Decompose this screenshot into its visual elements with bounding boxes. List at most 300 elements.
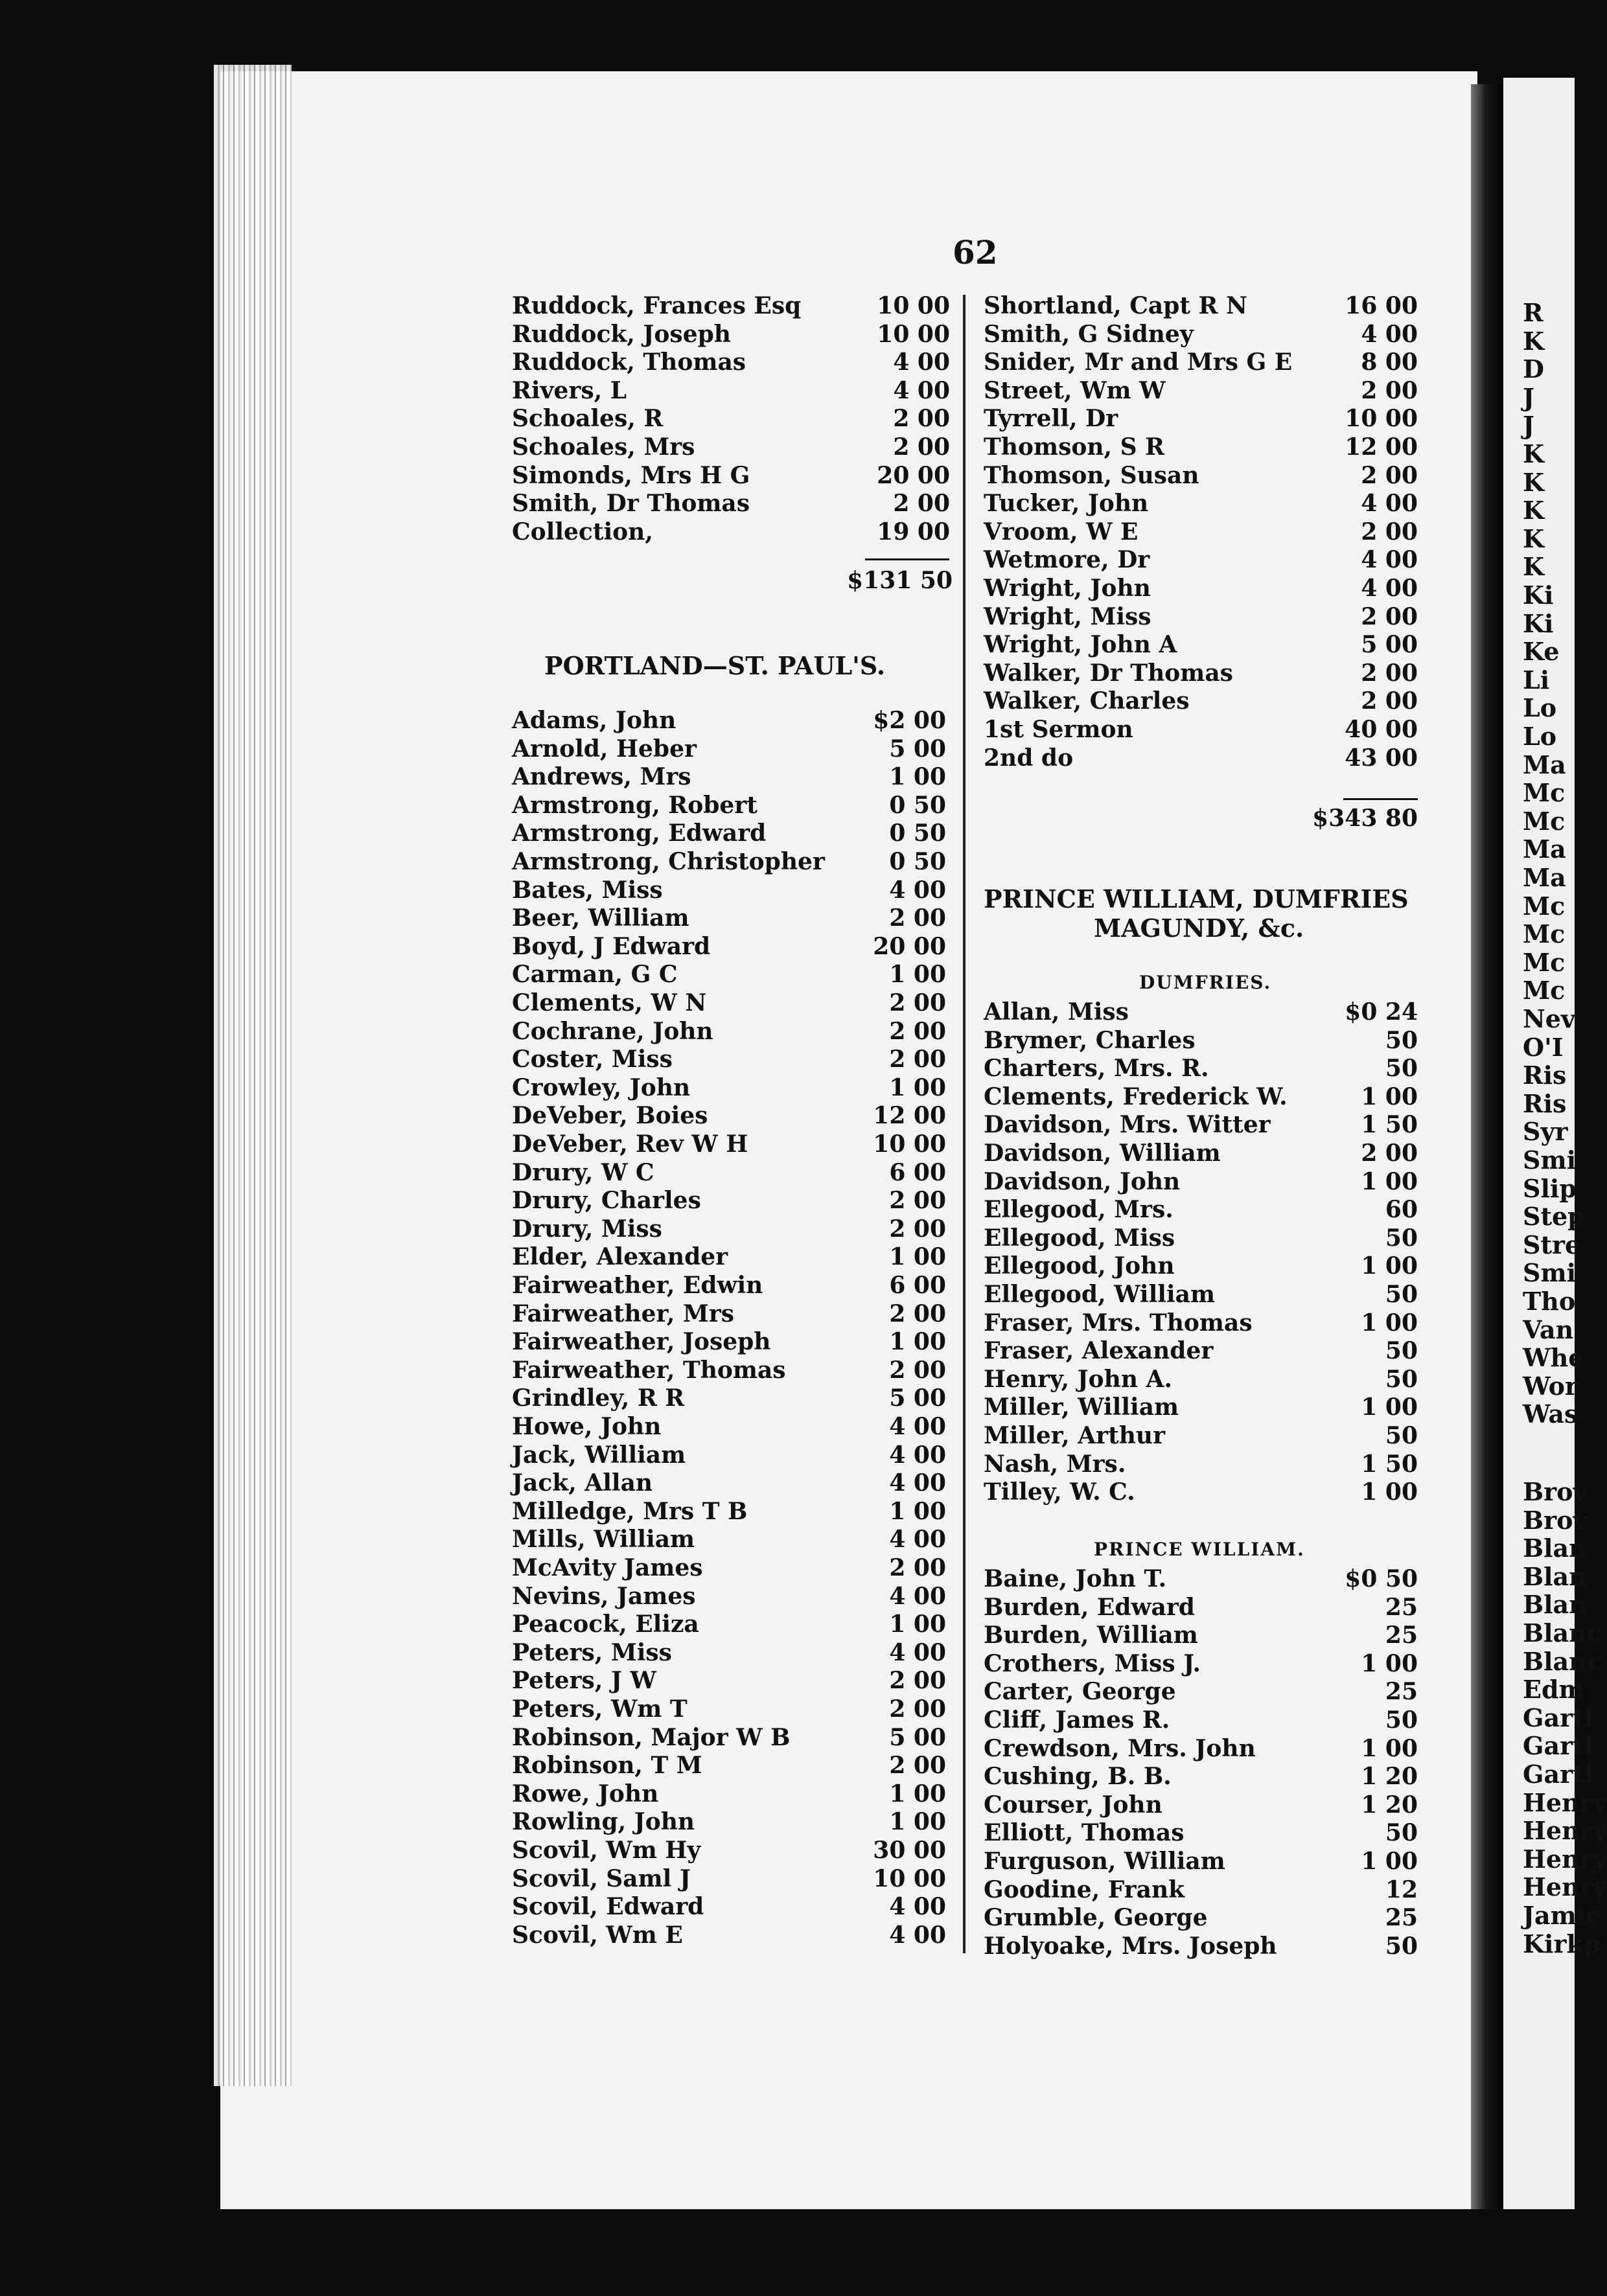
list-item: [512, 1836, 946, 1865]
amount: 10 00: [873, 1865, 946, 1892]
subscriber-name: Courser, John: [984, 1791, 1162, 1819]
subscriber-name: Peters, Wm T: [512, 1695, 688, 1723]
subscriber-name: Milledge, Mrs T B: [512, 1497, 748, 1525]
subscriber-name: Coster, Miss: [512, 1046, 673, 1073]
subscriber-name: Ellegood, John: [984, 1252, 1175, 1280]
amount: 5 00: [889, 735, 946, 763]
list-item: [984, 1734, 1418, 1763]
facing-page-text: Henry: [1523, 1816, 1607, 1846]
subscriber-name: Miller, William: [984, 1394, 1179, 1421]
list-item: [512, 1243, 946, 1271]
list-item: [512, 1525, 946, 1554]
list-item: [512, 1215, 946, 1243]
subscriber-name: Scovil, Wm Hy: [512, 1837, 701, 1864]
subscriber-name: Miller, Arthur: [984, 1422, 1166, 1449]
list-item: [512, 1865, 946, 1893]
facing-page-text: Wor: [1523, 1371, 1578, 1401]
magundy-heading: MAGUNDY, &c.: [1094, 913, 1304, 943]
list-item: [984, 1450, 1418, 1478]
amount: 4 00: [889, 1638, 946, 1666]
facing-page-text: Ke: [1523, 637, 1560, 667]
list-item: [512, 1412, 946, 1441]
list-item: [984, 1110, 1418, 1139]
list-item: [512, 791, 946, 820]
list-item: [512, 1638, 946, 1667]
subscriber-name: Burden, William: [984, 1622, 1198, 1649]
amount: 1 00: [1361, 1649, 1418, 1677]
subscriber-name: Collection,: [512, 518, 653, 545]
subscriber-name: Tyrrell, Dr: [984, 405, 1118, 433]
facing-page-text: Nev: [1523, 1004, 1575, 1033]
list-item: [512, 404, 950, 433]
list-item: [984, 630, 1418, 659]
amount: 50: [1385, 1055, 1418, 1083]
subscriber-name: Fairweather, Mrs: [512, 1300, 734, 1327]
list-item: [512, 960, 946, 989]
amount: 1 00: [889, 1073, 946, 1101]
list-item: [512, 1554, 946, 1582]
amount: 2 00: [1361, 687, 1418, 715]
amount: 1 20: [1361, 1763, 1418, 1791]
facing-page-text: Van: [1523, 1314, 1574, 1344]
list-item: [512, 320, 950, 349]
amount: 2 00: [889, 1017, 946, 1045]
subscriber-name: Elliott, Thomas: [984, 1819, 1185, 1847]
subscriber-name: Brymer, Charles: [984, 1026, 1196, 1054]
amount: 2 00: [889, 1187, 946, 1215]
subscriber-name: Street, Wm W: [984, 376, 1166, 404]
facing-page-text: Ki: [1523, 580, 1554, 610]
list-item: [512, 735, 946, 763]
subscriber-name: Grumble, George: [984, 1904, 1208, 1932]
subscriber-name: Fraser, Alexander: [984, 1337, 1214, 1365]
amount: 4 00: [893, 376, 950, 404]
subscriber-name: Cliff, James R.: [984, 1706, 1170, 1734]
subscriber-name: Nevins, James: [512, 1582, 696, 1610]
subscriber-name: Carter, George: [984, 1678, 1176, 1706]
list-item: [512, 1892, 946, 1921]
amount: 2 00: [889, 989, 946, 1016]
subscriber-name: Ellegood, William: [984, 1281, 1216, 1308]
list-item: [512, 376, 950, 405]
amount: 50: [1385, 1819, 1418, 1847]
list-item: [512, 1271, 946, 1300]
subscriber-name: Jack, Allan: [512, 1469, 653, 1497]
amount: 2 00: [893, 433, 950, 461]
facing-page-text: Mc: [1523, 806, 1566, 836]
amount: $0 50: [1345, 1565, 1418, 1592]
facing-page-text: Stre: [1523, 1230, 1581, 1259]
amount: 2 00: [1361, 376, 1418, 404]
amount: 50: [1385, 1337, 1418, 1365]
list-item: [984, 687, 1418, 715]
list-item: [512, 461, 950, 490]
amount: 2 00: [889, 1356, 946, 1384]
amount: 1 00: [889, 1780, 946, 1808]
list-item: [512, 489, 950, 518]
subscriber-name: Rowling, John: [512, 1808, 695, 1836]
subscriber-name: Adams, John: [512, 707, 676, 734]
subscriber-name: Allan, Miss: [984, 998, 1129, 1026]
subscriber-name: Vroom, W E: [984, 518, 1139, 545]
list-item: [984, 545, 1418, 574]
subscriber-name: McAvity James: [512, 1554, 703, 1581]
amount: 4 00: [1361, 320, 1418, 348]
amount: 2 00: [1361, 518, 1418, 545]
amount: 2 00: [1361, 603, 1418, 630]
amount: 20 00: [877, 461, 950, 489]
facing-page-text: Mc: [1523, 947, 1566, 977]
total-rule: [865, 558, 949, 560]
amount: 2 00: [889, 1667, 946, 1695]
subscriber-name: Charters, Mrs. R.: [984, 1055, 1209, 1083]
subscriber-name: Crothers, Miss J.: [984, 1649, 1201, 1677]
subscriber-name: Crowley, John: [512, 1073, 691, 1101]
list-item: [512, 706, 946, 735]
amount: $2 00: [873, 707, 946, 734]
list-item: [984, 1337, 1418, 1365]
list-item: [512, 1695, 946, 1723]
amount: 2 00: [893, 405, 950, 433]
subscriber-name: Shortland, Capt R N: [984, 292, 1247, 319]
subscriber-name: DeVeber, Rev W H: [512, 1131, 748, 1158]
subscriber-name: Davidson, John: [984, 1167, 1181, 1195]
facing-page-text: Brov: [1523, 1505, 1588, 1535]
amount: 25: [1385, 1678, 1418, 1706]
amount: 2 00: [1361, 461, 1418, 489]
subscriber-name: Howe, John: [512, 1413, 662, 1440]
subscriber-name: Clements, Frederick W.: [984, 1083, 1288, 1110]
facing-page-text: Gartl: [1523, 1703, 1594, 1732]
facing-page-text: Brov: [1523, 1477, 1588, 1506]
facing-page-text: O'I: [1523, 1032, 1564, 1062]
list-item: [984, 1280, 1418, 1309]
subscriber-name: Peters, Miss: [512, 1638, 672, 1666]
total-rule: [1343, 798, 1418, 800]
amount: $0 24: [1345, 998, 1418, 1026]
subscriber-name: Furguson, William: [984, 1848, 1225, 1875]
amount: 1 00: [1361, 1252, 1418, 1280]
subscriber-name: Schoales, Mrs: [512, 433, 695, 461]
subscriber-name: Davidson, William: [984, 1140, 1221, 1167]
subscriber-name: Clements, W N: [512, 989, 707, 1016]
amount: 1 00: [889, 961, 946, 989]
facing-page-text: Step: [1523, 1202, 1585, 1232]
section-total: $343 80: [1312, 805, 1418, 832]
subscriber-name: Ruddock, Frances Esq: [512, 292, 802, 319]
list-item: [984, 1706, 1418, 1734]
list-item: [512, 1921, 946, 1949]
amount: 1 00: [1361, 1394, 1418, 1421]
facing-page-text: Ki: [1523, 608, 1554, 638]
amount: 4 00: [1361, 490, 1418, 518]
list-item: [984, 1649, 1418, 1678]
subscriber-name: Arnold, Heber: [512, 735, 697, 763]
amount: 60: [1385, 1196, 1418, 1224]
right-column: [984, 292, 1418, 1963]
subscriber-name: Drury, W C: [512, 1158, 654, 1186]
facing-page-text: Blan: [1523, 1590, 1587, 1620]
subscriber-name: Smith, G Sidney: [984, 320, 1194, 348]
amount: 4 00: [889, 1582, 946, 1610]
subscriber-name: Nash, Mrs.: [984, 1450, 1126, 1478]
list-item: [984, 744, 1418, 772]
list-item: [512, 1666, 946, 1695]
amount: 5 00: [889, 1384, 946, 1412]
amount: 1 00: [1361, 1083, 1418, 1110]
subscriber-name: Fraser, Mrs. Thomas: [984, 1309, 1253, 1337]
amount: 50: [1385, 1932, 1418, 1960]
amount: 1 00: [889, 1808, 946, 1836]
facing-page-text: K: [1523, 496, 1545, 525]
facing-page: [1503, 78, 1607, 2209]
list-item: [512, 1130, 946, 1158]
list-item: [984, 1252, 1418, 1280]
amount: 1 20: [1361, 1791, 1418, 1819]
facing-page-text: Whe: [1523, 1343, 1584, 1373]
subscriber-name: Davidson, Mrs. Witter: [984, 1111, 1271, 1139]
list-item: [984, 1365, 1418, 1394]
amount: 5 00: [1361, 631, 1418, 659]
facing-page-text: Ris: [1523, 1061, 1567, 1090]
subscriber-name: Simonds, Mrs H G: [512, 461, 750, 489]
column-divider: [963, 295, 965, 1953]
list-item: [512, 348, 950, 376]
list-item: [984, 1139, 1418, 1167]
subscriber-name: Peacock, Eliza: [512, 1611, 699, 1638]
amount: 2 00: [889, 1300, 946, 1327]
subscriber-name: Drury, Charles: [512, 1187, 701, 1215]
subscriber-name: Fairweather, Joseph: [512, 1328, 771, 1356]
amount: 1 00: [889, 1328, 946, 1356]
list-item: [984, 376, 1418, 405]
list-item: [984, 1932, 1418, 1960]
amount: 12 00: [1345, 433, 1418, 461]
subscriber-name: Scovil, Saml J: [512, 1865, 691, 1892]
list-item: [984, 1393, 1418, 1421]
facing-page-text: Gartl: [1523, 1731, 1594, 1761]
amount: 1 00: [1361, 1478, 1418, 1506]
amount: 10 00: [873, 1131, 946, 1158]
list-item: [512, 1497, 946, 1526]
amount: 50: [1385, 1026, 1418, 1054]
list-item: [984, 1876, 1418, 1904]
list-item: [512, 1582, 946, 1611]
list-item: [512, 292, 950, 320]
list-item: [512, 1384, 946, 1412]
subscriber-name: Thomson, S R: [984, 433, 1165, 461]
list-item: [984, 1847, 1418, 1876]
facing-page-text: J: [1523, 382, 1534, 412]
list-item: [512, 819, 946, 847]
subscriber-name: Rowe, John: [512, 1780, 659, 1808]
list-item: [512, 904, 946, 932]
list-item: [512, 1045, 946, 1073]
facing-page-text: Lo: [1523, 693, 1557, 723]
subscriber-name: Bates, Miss: [512, 876, 663, 904]
facing-page-text: Ma: [1523, 863, 1566, 892]
subscriber-name: Drury, Miss: [512, 1215, 662, 1243]
amount: 50: [1385, 1422, 1418, 1449]
facing-page-text: Henry: [1523, 1844, 1607, 1874]
subscriber-name: Walker, Dr Thomas: [984, 659, 1233, 687]
list-item: [984, 404, 1418, 433]
subscriber-name: Fairweather, Edwin: [512, 1272, 763, 1299]
dumfries-heading: DUMFRIES.: [1139, 972, 1272, 993]
facing-page-text: Smi: [1523, 1145, 1577, 1175]
amount: 6 00: [889, 1272, 946, 1299]
amount: 2 00: [893, 490, 950, 518]
list-item: [984, 574, 1418, 603]
amount: 4 00: [889, 1893, 946, 1921]
subscriber-name: Burden, Edward: [984, 1593, 1195, 1621]
list-item: [984, 1621, 1418, 1649]
amount: 1 00: [889, 1611, 946, 1638]
list-item: [512, 763, 946, 791]
amount: 25: [1385, 1622, 1418, 1649]
subscriber-name: Smith, Dr Thomas: [512, 490, 750, 518]
list-item: [984, 1819, 1418, 1847]
list-item: [512, 847, 946, 876]
book-gutter: [1471, 84, 1503, 2209]
subscriber-name: Cushing, B. B.: [984, 1763, 1172, 1791]
facing-page-text: Ma: [1523, 750, 1566, 779]
amount: 25: [1385, 1593, 1418, 1621]
facing-page-text: Smi: [1523, 1258, 1577, 1288]
amount: 2 00: [889, 1046, 946, 1073]
subscriber-name: Mills, William: [512, 1526, 695, 1554]
facing-page-text: K: [1523, 439, 1545, 468]
list-item: [512, 1356, 946, 1384]
list-item: [984, 433, 1418, 461]
amount: 4 00: [889, 1526, 946, 1554]
subscriber-name: Tucker, John: [984, 490, 1149, 518]
subscriber-name: Goodine, Frank: [984, 1876, 1185, 1903]
amount: 4 00: [1361, 575, 1418, 602]
subscriber-name: Robinson, Major W B: [512, 1723, 791, 1751]
amount: 50: [1385, 1281, 1418, 1308]
list-item: [984, 1478, 1418, 1506]
list-item: [984, 292, 1418, 320]
subscriber-name: Walker, Charles: [984, 687, 1190, 715]
amount: 30 00: [873, 1837, 946, 1864]
section-total: $131 50: [847, 567, 953, 594]
subscriber-name: Andrews, Mrs: [512, 763, 691, 791]
subscriber-name: Baine, John T.: [984, 1565, 1167, 1592]
amount: 1 00: [1361, 1309, 1418, 1337]
list-item: [984, 348, 1418, 376]
facing-page-text: Henry: [1523, 1872, 1607, 1902]
list-item: [984, 1026, 1418, 1055]
amount: 19 00: [877, 518, 950, 545]
subscriber-name: Schoales, R: [512, 405, 664, 433]
subscriber-name: Robinson, T M: [512, 1752, 702, 1780]
subscriber-name: Wright, John: [984, 575, 1151, 602]
amount: 43 00: [1345, 744, 1418, 772]
list-item: [512, 932, 946, 961]
list-item: [512, 1158, 946, 1187]
list-item: [984, 1309, 1418, 1337]
facing-page-text: J: [1523, 411, 1534, 441]
list-item: [512, 1186, 946, 1215]
list-item: [984, 659, 1418, 687]
subscriber-name: Cochrane, John: [512, 1017, 713, 1045]
facing-page-text: Jamie: [1523, 1901, 1602, 1930]
amount: 1 00: [1361, 1734, 1418, 1762]
amount: 50: [1385, 1706, 1418, 1734]
amount: 1 00: [1361, 1848, 1418, 1875]
list-item: [984, 1167, 1418, 1196]
facing-page-text: K: [1523, 467, 1545, 497]
amount: 8 00: [1361, 349, 1418, 376]
facing-page-text: Blan: [1523, 1533, 1587, 1563]
subscriber-name: Crewdson, Mrs. John: [984, 1734, 1256, 1762]
left-column: [512, 292, 953, 1963]
subscriber-name: Elder, Alexander: [512, 1243, 728, 1271]
list-item: [512, 1808, 946, 1836]
amount: 0 50: [889, 820, 946, 847]
subscriber-name: Thomson, Susan: [984, 461, 1199, 489]
facing-page-text: Mc: [1523, 778, 1566, 808]
facing-page-text: Tho: [1523, 1287, 1576, 1316]
list-item: [512, 1723, 946, 1752]
facing-page-text: K: [1523, 523, 1545, 553]
subscriber-name: Scovil, Wm E: [512, 1921, 683, 1949]
subscriber-name: Armstrong, Edward: [512, 820, 767, 847]
amount: 1 00: [889, 1497, 946, 1525]
amount: 20 00: [873, 932, 946, 960]
facing-page-text: K: [1523, 552, 1545, 582]
amount: 2 00: [889, 1554, 946, 1581]
subscriber-name: Henry, John A.: [984, 1365, 1172, 1393]
list-item: [512, 876, 946, 904]
subscriber-name: 2nd do: [984, 744, 1074, 772]
facing-page-text: Henry: [1523, 1787, 1607, 1817]
subscriber-name: Wright, Miss: [984, 603, 1151, 630]
subscriber-name: Boyd, J Edward: [512, 932, 711, 960]
list-item: [984, 320, 1418, 349]
amount: 1 50: [1361, 1450, 1418, 1478]
list-item: [984, 1791, 1418, 1819]
page-edges: [214, 65, 292, 2086]
prince-william-subheading: PRINCE WILLIAM.: [1094, 1539, 1305, 1560]
subscriber-name: Jack, William: [512, 1441, 686, 1469]
list-item: [984, 1421, 1418, 1450]
amount: 6 00: [889, 1158, 946, 1186]
subscriber-name: Wetmore, Dr: [984, 546, 1150, 574]
list-item: [984, 1762, 1418, 1791]
facing-page-text: Was: [1523, 1399, 1578, 1429]
amount: 0 50: [889, 791, 946, 819]
list-item: [512, 1610, 946, 1638]
subscriber-name: DeVeber, Boies: [512, 1102, 708, 1130]
amount: 0 50: [889, 848, 946, 875]
amount: 2 00: [889, 1215, 946, 1243]
subscriber-name: Beer, William: [512, 904, 689, 932]
list-item: [984, 603, 1418, 631]
subscriber-name: Armstrong, Robert: [512, 791, 757, 819]
subscriber-name: Ellegood, Miss: [984, 1224, 1175, 1252]
list-item: [512, 1441, 946, 1469]
amount: 4 00: [889, 876, 946, 904]
list-item: [512, 1751, 946, 1780]
portland-heading: PORTLAND—ST. PAUL'S.: [544, 651, 886, 680]
facing-page-text: Blanc: [1523, 1618, 1602, 1647]
subscriber-name: Snider, Mr and Mrs G E: [984, 349, 1293, 376]
amount: 2 00: [889, 1695, 946, 1723]
facing-page-text: D: [1523, 354, 1544, 384]
amount: 12 00: [873, 1102, 946, 1130]
